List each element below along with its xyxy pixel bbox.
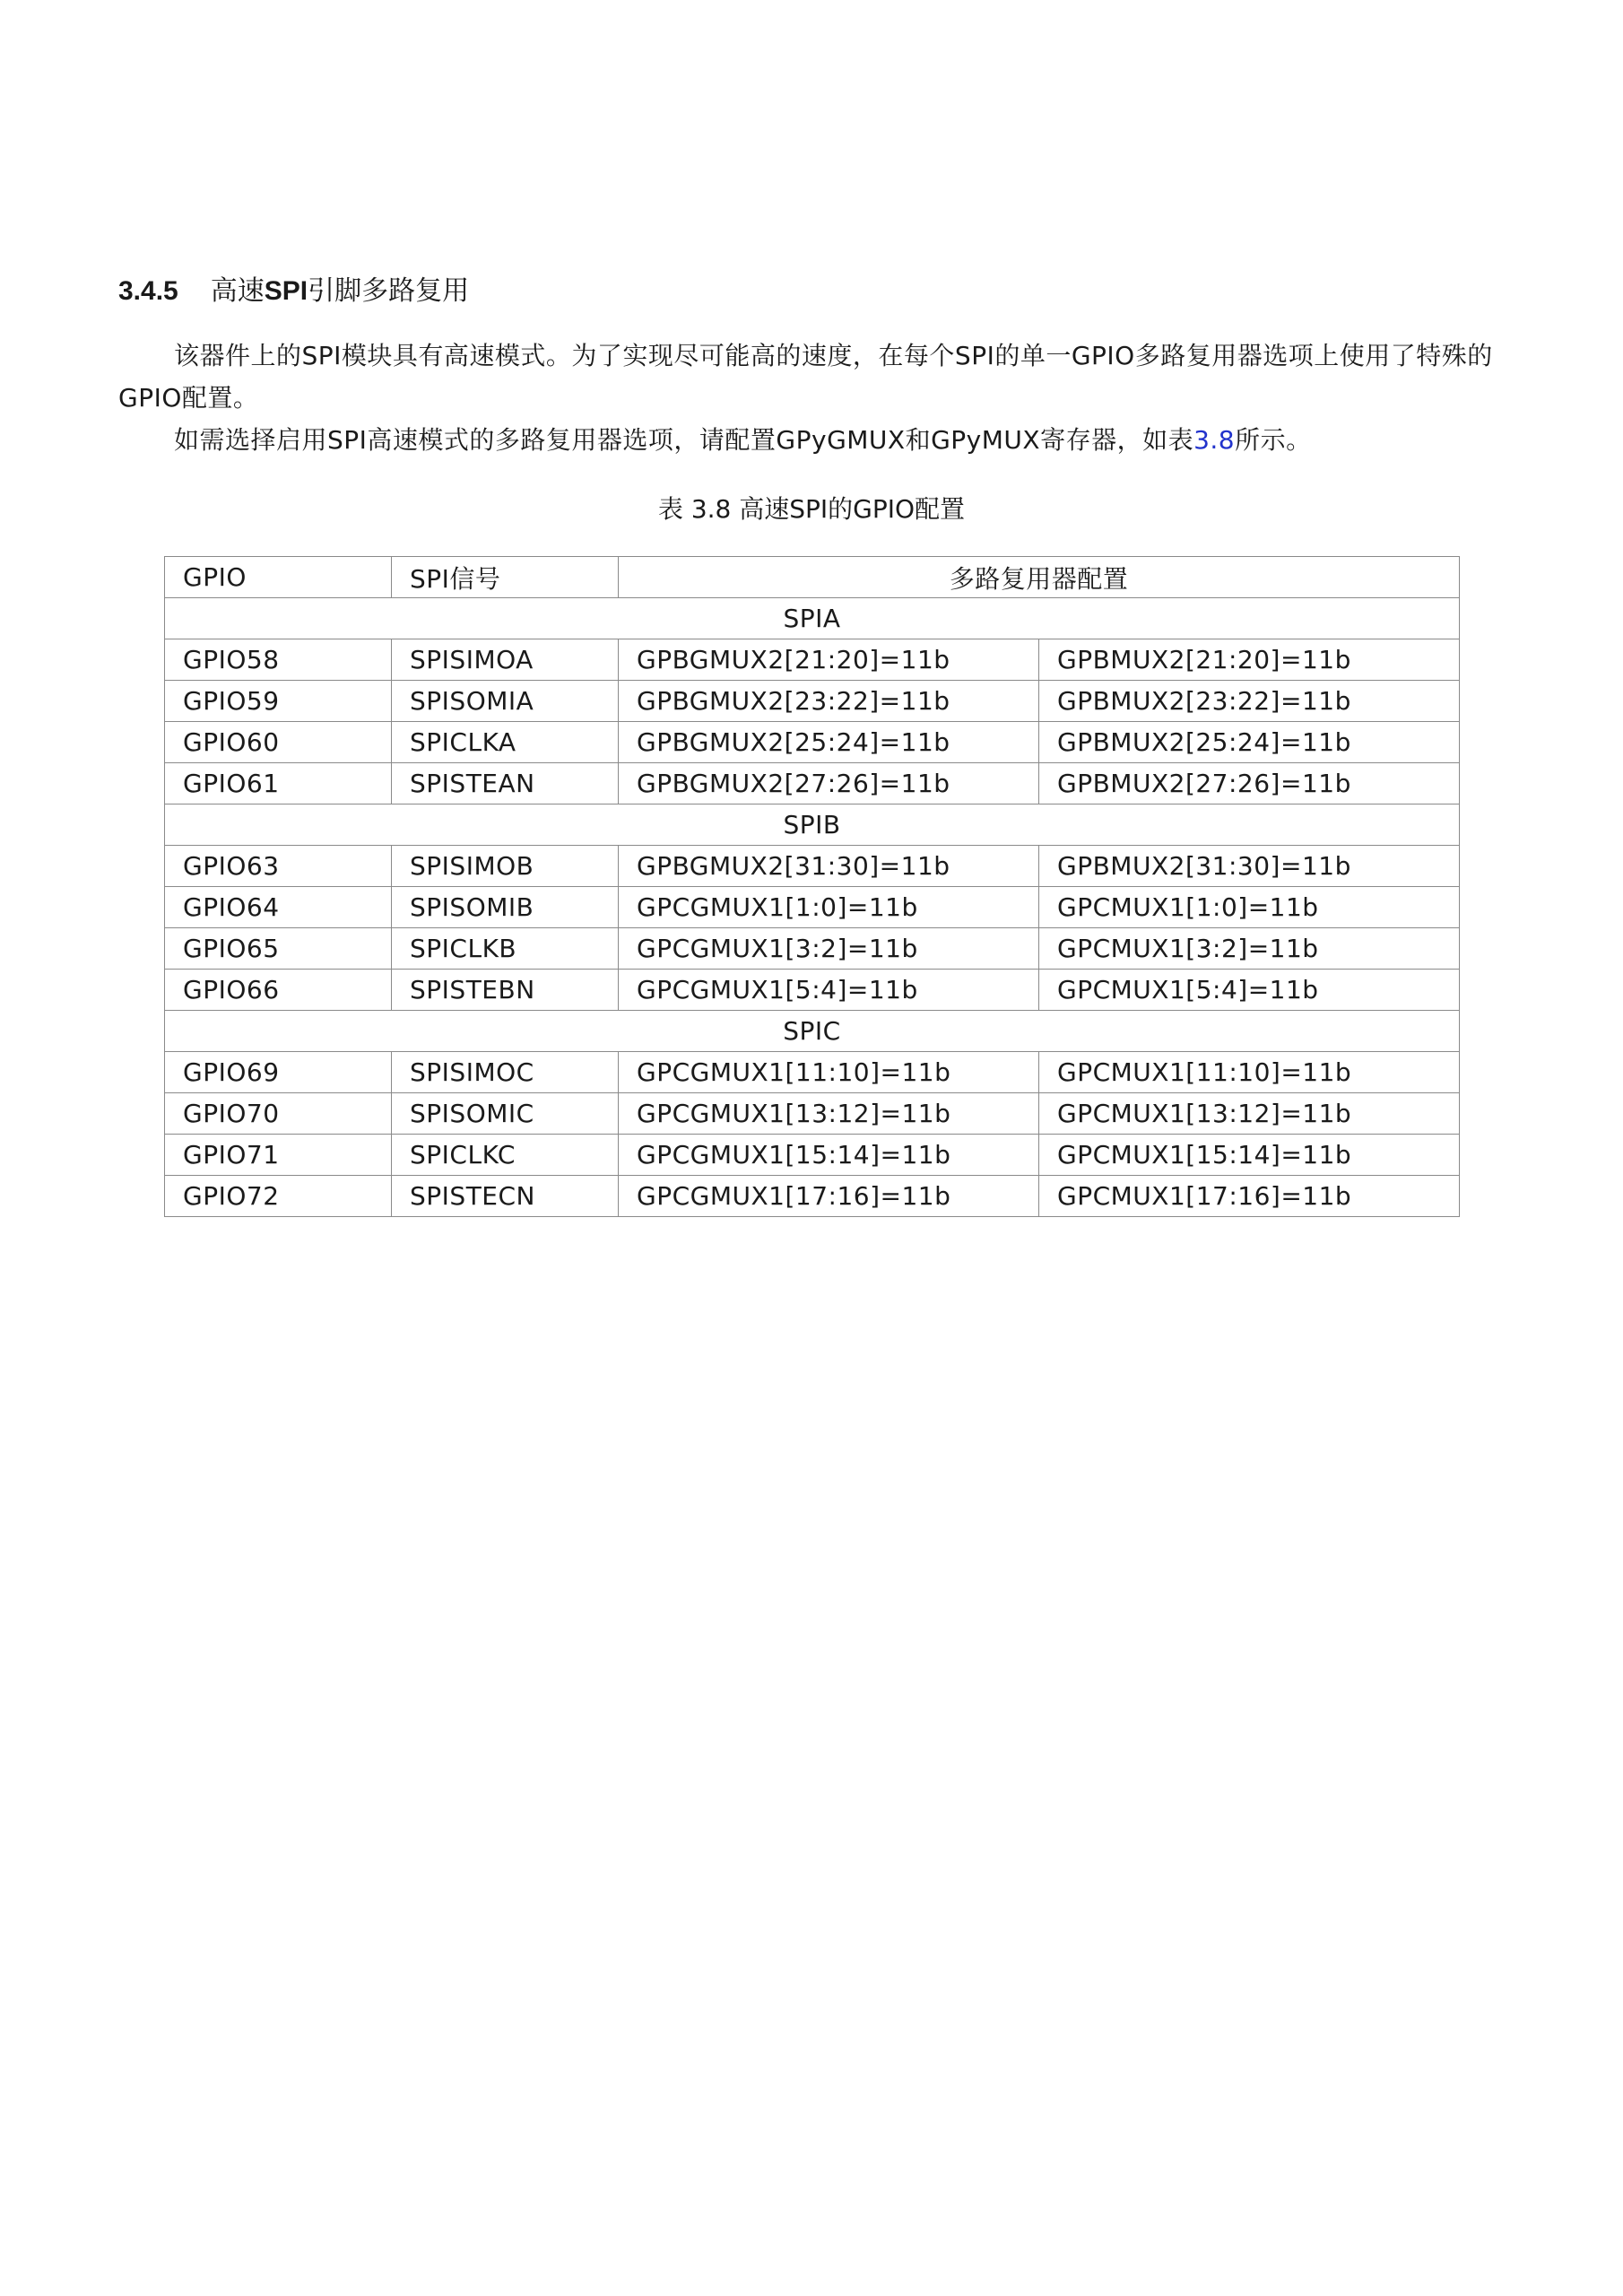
mux-config-cell: GPCMUX1[13:12]=11b bbox=[1039, 1093, 1460, 1135]
table-row bbox=[165, 1052, 1460, 1093]
mux-config-cell: GPBMUX2[25:24]=11b bbox=[1039, 722, 1460, 763]
mux-config-cell: GPBMUX2[21:20]=11b bbox=[1039, 639, 1460, 681]
spi-signal-cell: SPISTECN bbox=[392, 1176, 619, 1217]
header-mux-config: 多路复用器配置 bbox=[619, 557, 1460, 598]
group-name-cell: SPIB bbox=[165, 804, 1460, 846]
gpio-cell: GPIO65 bbox=[165, 928, 392, 970]
group-name-cell: SPIA bbox=[165, 598, 1460, 639]
spi-signal-cell: SPISOMIB bbox=[392, 887, 619, 928]
gpio-cell: GPIO64 bbox=[165, 887, 392, 928]
table-caption: 表 3.8 高速SPI的GPIO配置 bbox=[657, 494, 966, 524]
spi-signal-cell: SPISIMOA bbox=[392, 639, 619, 681]
gmux-config-cell: GPBGMUX2[27:26]=11b bbox=[619, 763, 1039, 804]
table-row bbox=[165, 681, 1460, 722]
gmux-config-cell: GPCGMUX1[13:12]=11b bbox=[619, 1093, 1039, 1135]
gpio-cell: GPIO70 bbox=[165, 1093, 392, 1135]
gpio-cell: GPIO72 bbox=[165, 1176, 392, 1217]
section-title-part3: 引脚多路复用 bbox=[308, 275, 470, 307]
gpio-cell: GPIO71 bbox=[165, 1135, 392, 1176]
group-name-cell: SPIC bbox=[165, 1011, 1460, 1052]
header-spi-signal: SPI信号 bbox=[392, 557, 619, 598]
table-row bbox=[165, 639, 1460, 681]
spi-signal-cell: SPISOMIC bbox=[392, 1093, 619, 1135]
spi-signal-cell: SPISTEAN bbox=[392, 763, 619, 804]
table-group-row bbox=[165, 1011, 1460, 1052]
gmux-config-cell: GPBGMUX2[23:22]=11b bbox=[619, 681, 1039, 722]
table-row bbox=[165, 887, 1460, 928]
paragraph-instruction-before: 如需选择启用SPI高速模式的多路复用器选项，请配置GPyGMUX和GPyMUX寄存器，如表 bbox=[174, 425, 1194, 455]
header-gpio: GPIO bbox=[165, 557, 392, 598]
spi-signal-cell: SPICLKB bbox=[392, 928, 619, 970]
gmux-config-cell: GPCGMUX1[3:2]=11b bbox=[619, 928, 1039, 970]
gpio-cell: GPIO58 bbox=[165, 639, 392, 681]
spi-signal-cell: SPICLKA bbox=[392, 722, 619, 763]
gpio-cell: GPIO69 bbox=[165, 1052, 392, 1093]
table-row bbox=[165, 846, 1460, 887]
mux-config-cell: GPCMUX1[11:10]=11b bbox=[1039, 1052, 1460, 1093]
spi-signal-cell: SPICLKC bbox=[392, 1135, 619, 1176]
gmux-config-cell: GPBGMUX2[21:20]=11b bbox=[619, 639, 1039, 681]
gpio-cell: GPIO63 bbox=[165, 846, 392, 887]
gpio-config-table bbox=[164, 556, 1460, 1217]
spi-signal-cell: SPISOMIA bbox=[392, 681, 619, 722]
table-reference-link[interactable]: 3.8 bbox=[1193, 425, 1236, 455]
table-row bbox=[165, 970, 1460, 1011]
gmux-config-cell: GPBGMUX2[25:24]=11b bbox=[619, 722, 1039, 763]
table-row bbox=[165, 928, 1460, 970]
mux-config-cell: GPCMUX1[17:16]=11b bbox=[1039, 1176, 1460, 1217]
table-body bbox=[165, 598, 1460, 1217]
table-group-row bbox=[165, 598, 1460, 639]
table-row bbox=[165, 1176, 1460, 1217]
section-title-part1: 高速 bbox=[210, 275, 265, 307]
gpio-cell: GPIO60 bbox=[165, 722, 392, 763]
mux-config-cell: GPCMUX1[15:14]=11b bbox=[1039, 1135, 1460, 1176]
spi-signal-cell: SPISIMOB bbox=[392, 846, 619, 887]
paragraph-instruction bbox=[118, 419, 1517, 461]
paragraph-intro-text: 该器件上的SPI模块具有高速模式。为了实现尽可能高的速度，在每个SPI的单一GPIO多路复用器选项上使用了特殊的GPIO配置。 bbox=[118, 341, 1493, 413]
section-number: 3.4.5 bbox=[118, 276, 178, 306]
mux-config-cell: GPBMUX2[27:26]=11b bbox=[1039, 763, 1460, 804]
table-row bbox=[165, 1093, 1460, 1135]
gpio-cell: GPIO59 bbox=[165, 681, 392, 722]
paragraph-instruction-after: 所示。 bbox=[1235, 425, 1312, 455]
table-row bbox=[165, 763, 1460, 804]
gmux-config-cell: GPCGMUX1[17:16]=11b bbox=[619, 1176, 1039, 1217]
mux-config-cell: GPCMUX1[5:4]=11b bbox=[1039, 970, 1460, 1011]
table-header-row bbox=[165, 557, 1460, 598]
mux-config-cell: GPBMUX2[23:22]=11b bbox=[1039, 681, 1460, 722]
gmux-config-cell: GPCGMUX1[5:4]=11b bbox=[619, 970, 1039, 1011]
gmux-config-cell: GPBGMUX2[31:30]=11b bbox=[619, 846, 1039, 887]
mux-config-cell: GPCMUX1[3:2]=11b bbox=[1039, 928, 1460, 970]
section-heading bbox=[118, 272, 469, 311]
gmux-config-cell: GPCGMUX1[1:0]=11b bbox=[619, 887, 1039, 928]
spi-signal-cell: SPISIMOC bbox=[392, 1052, 619, 1093]
spi-signal-cell: SPISTEBN bbox=[392, 970, 619, 1011]
mux-config-cell: GPCMUX1[1:0]=11b bbox=[1039, 887, 1460, 928]
mux-config-cell: GPBMUX2[31:30]=11b bbox=[1039, 846, 1460, 887]
table-group-row bbox=[165, 804, 1460, 846]
paragraph-intro bbox=[118, 335, 1517, 419]
gpio-cell: GPIO66 bbox=[165, 970, 392, 1011]
gmux-config-cell: GPCGMUX1[15:14]=11b bbox=[619, 1135, 1039, 1176]
section-title-part2: SPI bbox=[264, 276, 308, 306]
table-row bbox=[165, 722, 1460, 763]
table-row bbox=[165, 1135, 1460, 1176]
gmux-config-cell: GPCGMUX1[11:10]=11b bbox=[619, 1052, 1039, 1093]
gpio-cell: GPIO61 bbox=[165, 763, 392, 804]
